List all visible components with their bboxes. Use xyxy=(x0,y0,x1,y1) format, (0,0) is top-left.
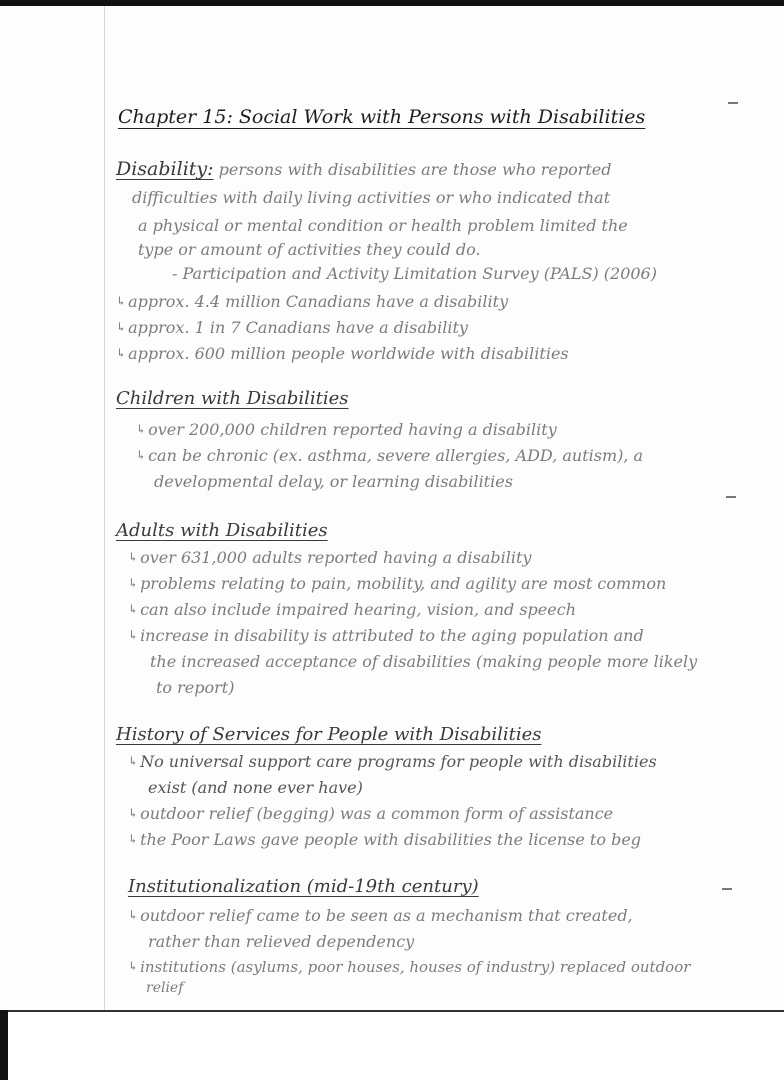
bullet-text: the Poor Laws gave people with disabilities the license to beg xyxy=(140,830,642,849)
stray-mark xyxy=(722,888,732,890)
institutionalization-heading: Institutionalization (mid-19th century) xyxy=(128,876,479,897)
bullet-text: can also include impaired hearing, vision, and speech xyxy=(140,600,576,619)
stray-mark xyxy=(728,102,738,104)
arrow-icon: ↳ xyxy=(136,448,147,462)
arrow-icon: ↳ xyxy=(128,576,139,590)
bullet-text: outdoor relief came to be seen as a mechanism that created, xyxy=(140,906,633,925)
adults-bullet-cont: to report) xyxy=(156,678,235,697)
stat-text: approx. 4.4 million Canadians have a disability xyxy=(128,292,509,311)
definition-source: - Participation and Activity Limitation Survey (PALS) (2006) xyxy=(172,264,657,283)
bullet-text: No universal support care programs for people with disabilities xyxy=(140,752,657,771)
binder-shadow xyxy=(0,1010,8,1080)
definition-line-1 xyxy=(116,158,611,180)
arrow-icon: ↳ xyxy=(128,628,139,642)
notebook-page xyxy=(0,6,784,1010)
history-bullet xyxy=(128,804,613,823)
history-bullet xyxy=(128,830,641,849)
bullet-text: can be chronic (ex. asthma, severe allergies, ADD, autism), a xyxy=(148,446,644,465)
adults-heading: Adults with Disabilities xyxy=(116,520,328,541)
arrow-icon: ↳ xyxy=(128,959,139,973)
institution-bullet xyxy=(128,958,690,976)
definition-line-2: difficulties with daily living activities or who indicated that xyxy=(132,188,611,207)
stat-item xyxy=(116,292,508,311)
page-bottom-edge xyxy=(0,1010,784,1012)
definition-term: Disability: xyxy=(116,158,214,180)
arrow-icon: ↳ xyxy=(128,832,139,846)
history-heading: History of Services for People with Disabilities xyxy=(116,724,542,745)
bullet-text: outdoor relief (begging) was a common form of assistance xyxy=(140,804,614,823)
arrow-icon: ↳ xyxy=(136,422,147,436)
definition-line-3: a physical or mental condition or health problem limited the xyxy=(138,216,628,235)
bullet-text: over 200,000 children reported having a disability xyxy=(148,420,557,439)
arrow-icon: ↳ xyxy=(128,908,139,922)
arrow-icon: ↳ xyxy=(116,294,127,308)
stat-item xyxy=(116,344,569,363)
children-heading: Children with Disabilities xyxy=(116,388,349,409)
bullet-text: institutions (asylums, poor houses, houses of industry) replaced outdoor xyxy=(140,958,691,976)
adults-bullet xyxy=(128,574,666,593)
children-bullet xyxy=(136,420,557,439)
stat-text: approx. 1 in 7 Canadians have a disability xyxy=(128,318,468,337)
arrow-icon: ↳ xyxy=(116,346,127,360)
adults-bullet xyxy=(128,600,576,619)
institution-bullet xyxy=(128,906,633,925)
arrow-icon: ↳ xyxy=(128,806,139,820)
adults-bullet-cont: the increased acceptance of disabilities (making people more likely xyxy=(150,652,698,671)
institution-bullet-cont: rather than relieved dependency xyxy=(148,932,415,951)
margin-line xyxy=(104,6,105,1010)
institution-bullet-cont: relief xyxy=(146,980,184,996)
stat-text: approx. 600 million people worldwide with disabilities xyxy=(128,344,569,363)
bullet-text: problems relating to pain, mobility, and agility are most common xyxy=(140,574,667,593)
adults-bullet xyxy=(128,626,644,645)
arrow-icon: ↳ xyxy=(116,320,127,334)
arrow-icon: ↳ xyxy=(128,754,139,768)
children-bullet xyxy=(136,446,643,465)
arrow-icon: ↳ xyxy=(128,550,139,564)
history-bullet xyxy=(128,752,657,771)
history-bullet-cont: exist (and none ever have) xyxy=(148,778,363,797)
bullet-text: over 631,000 adults reported having a disability xyxy=(140,548,532,567)
bullet-text: increase in disability is attributed to the aging population and xyxy=(140,626,644,645)
page-title: Chapter 15: Social Work with Persons with Disabilities xyxy=(118,106,646,128)
children-bullet-cont: developmental delay, or learning disabilities xyxy=(154,472,513,491)
stat-item xyxy=(116,318,468,337)
arrow-icon: ↳ xyxy=(128,602,139,616)
adults-bullet xyxy=(128,548,531,567)
definition-line-4: type or amount of activities they could do. xyxy=(138,240,481,259)
definition-text: persons with disabilities are those who reported xyxy=(218,160,612,179)
stray-mark xyxy=(726,496,736,498)
